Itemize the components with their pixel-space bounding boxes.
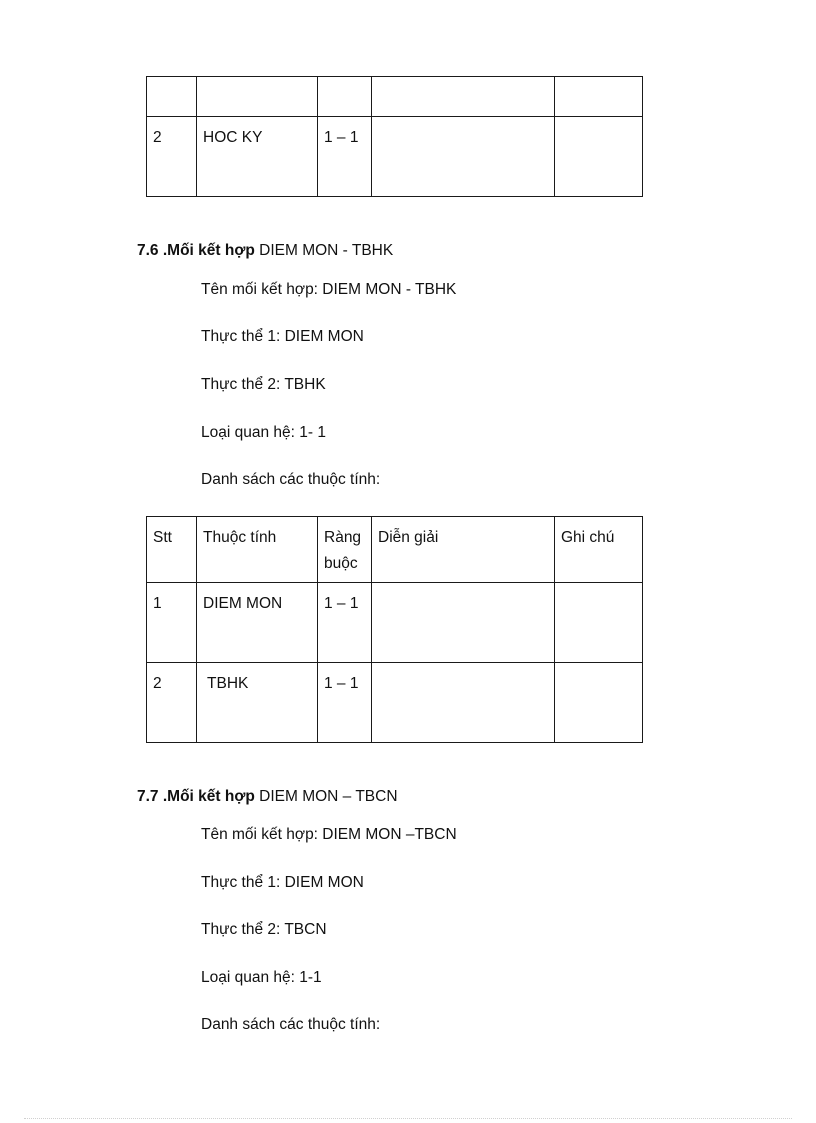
header-ghi-chu: Ghi chú	[555, 517, 643, 583]
table-cell	[555, 77, 643, 117]
table-cell: 2	[147, 117, 197, 197]
header-rang-buoc-line-2: buộc	[324, 555, 358, 572]
entity-2: Thực thể 2: TBCN	[201, 921, 327, 938]
table-row	[147, 663, 643, 743]
table-cell	[372, 663, 555, 743]
section-number: 7.6 .	[137, 242, 168, 259]
page-bottom-rule	[24, 1118, 792, 1119]
header-dien-giai: Diễn giải	[372, 517, 555, 583]
table-cell: TBHK	[197, 663, 318, 743]
entity-1: Thực thể 1: DIEM MON	[201, 874, 364, 891]
section-title-bold: Mối kết hợp	[167, 242, 255, 259]
table-hoc-ky-attributes	[146, 76, 643, 197]
header-stt: Stt	[147, 517, 197, 583]
table-row	[147, 117, 643, 197]
attribute-table-7-6	[146, 516, 643, 743]
section-heading-7-7	[137, 788, 398, 806]
table-cell	[555, 117, 643, 197]
table-cell	[318, 77, 372, 117]
table-cell: DIEM MON	[197, 583, 318, 663]
section-heading-7-6	[137, 242, 393, 260]
header-rang-buoc	[318, 517, 372, 583]
relationship-type: Loại quan hệ: 1- 1	[201, 424, 326, 441]
section-title: DIEM MON - TBHK	[254, 242, 394, 259]
table-cell: 1 – 1	[318, 117, 372, 197]
relationship-name: Tên mối kết hợp: DIEM MON - TBHK	[201, 281, 457, 298]
attribute-list-label: Danh sách các thuộc tính:	[201, 471, 381, 488]
relationship-type: Loại quan hệ: 1-1	[201, 969, 322, 986]
attribute-list-label: Danh sách các thuộc tính:	[201, 1016, 381, 1033]
header-rang-buoc-line-1: Ràng	[324, 529, 362, 546]
table-cell	[555, 663, 643, 743]
table-cell: 2	[147, 663, 197, 743]
relationship-name: Tên mối kết hợp: DIEM MON –TBCN	[201, 826, 457, 843]
section-title: DIEM MON – TBCN	[254, 788, 398, 805]
table-cell	[147, 77, 197, 117]
table-cell	[372, 583, 555, 663]
table-row	[147, 77, 643, 117]
table-cell: 1 – 1	[318, 663, 372, 743]
table-cell	[555, 583, 643, 663]
table-cell	[197, 77, 318, 117]
header-thuoc-tinh: Thuộc tính	[197, 517, 318, 583]
table-cell	[372, 117, 555, 197]
table-cell	[372, 77, 555, 117]
table-cell: 1	[147, 583, 197, 663]
table-cell: 1 – 1	[318, 583, 372, 663]
section-title-bold: Mối kết hợp	[167, 788, 255, 805]
entity-2: Thực thể 2: TBHK	[201, 376, 326, 393]
table-header-row	[147, 517, 643, 583]
entity-1: Thực thể 1: DIEM MON	[201, 328, 364, 345]
table-cell: HOC KY	[197, 117, 318, 197]
section-number: 7.7 .	[137, 788, 168, 805]
table-row	[147, 583, 643, 663]
